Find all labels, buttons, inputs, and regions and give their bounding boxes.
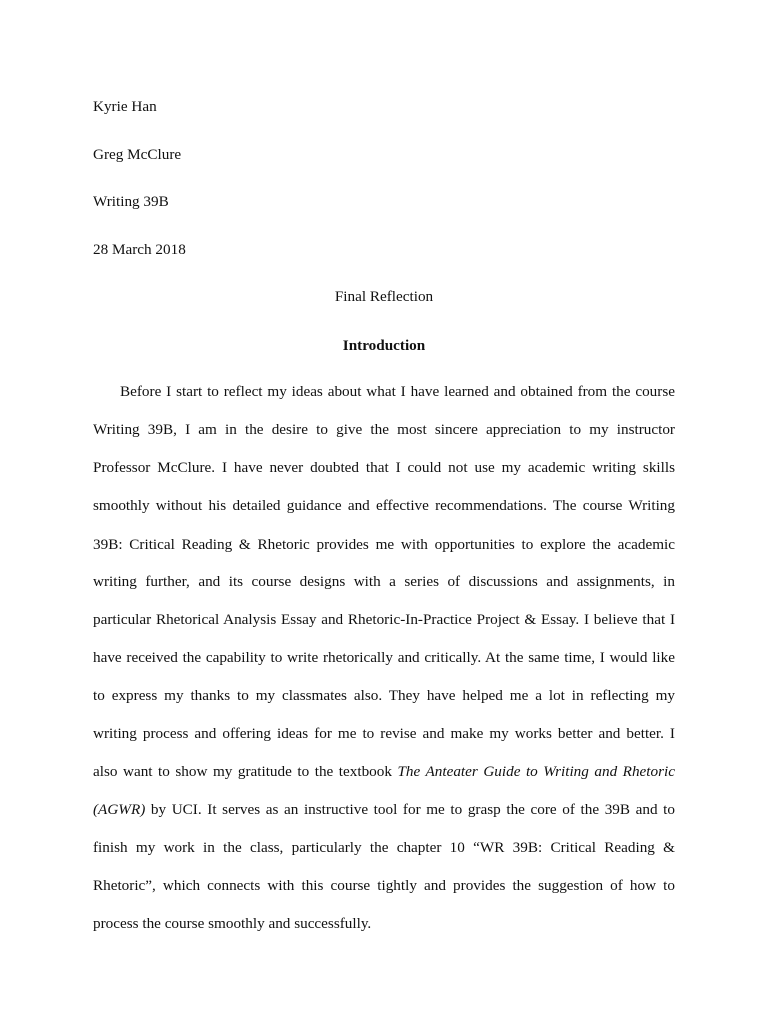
paragraph-line: finish my work in the class, particularly the chapter 10 “WR 39B: Critical Reading & xyxy=(93,839,675,856)
paragraph-line: writing process and offering ideas for me to revise and make my works better and better. I xyxy=(93,725,675,742)
paragraph-line: Professor McClure. I have never doubted that I could not use my academic writing skills xyxy=(93,459,675,476)
line-text: by UCI. It serves as an instructive tool for me to grasp the core of the 39B and to xyxy=(145,801,675,818)
paragraph-line xyxy=(93,763,675,781)
paragraph-line: have received the capability to write rhetorically and critically. At the same time, I would like xyxy=(93,649,675,666)
paragraph-line: particular Rhetorical Analysis Essay and Rhetoric-In-Practice Project & Essay. I believe that I xyxy=(93,611,675,628)
paragraph-line: to express my thanks to my classmates also. They have helped me a lot in reflecting my xyxy=(93,687,675,704)
paragraph-line: 39B: Critical Reading & Rhetoric provides me with opportunities to explore the academic xyxy=(93,536,675,553)
paragraph-line: writing further, and its course designs with a series of discussions and assignments, in xyxy=(93,573,675,590)
document-date: 28 March 2018 xyxy=(93,241,186,258)
document-title: Final Reflection xyxy=(334,288,434,305)
paragraph-line: Writing 39B, I am in the desire to give the most sincere appreciation to my instructor xyxy=(93,421,675,438)
paragraph-line xyxy=(93,801,675,819)
book-title: The Anteater Guide to Writing and Rhetoric xyxy=(397,763,675,780)
paragraph-line: process the course smoothly and successfully. xyxy=(93,915,372,932)
paragraph-line: Before I start to reflect my ideas about what I have learned and obtained from the course xyxy=(120,383,675,400)
book-abbreviation: (AGWR) xyxy=(93,801,146,818)
paragraph-line: smoothly without his detailed guidance and effective recommendations. The course Writing xyxy=(93,497,675,514)
instructor-name: Greg McClure xyxy=(93,146,182,163)
section-heading: Introduction xyxy=(342,337,426,354)
line-text: also want to show my gratitude to the textbook xyxy=(93,763,398,780)
student-name: Kyrie Han xyxy=(93,98,157,115)
course-name: Writing 39B xyxy=(93,193,169,210)
paragraph-line: Rhetoric”, which connects with this course tightly and provides the suggestion of how to xyxy=(93,877,675,894)
